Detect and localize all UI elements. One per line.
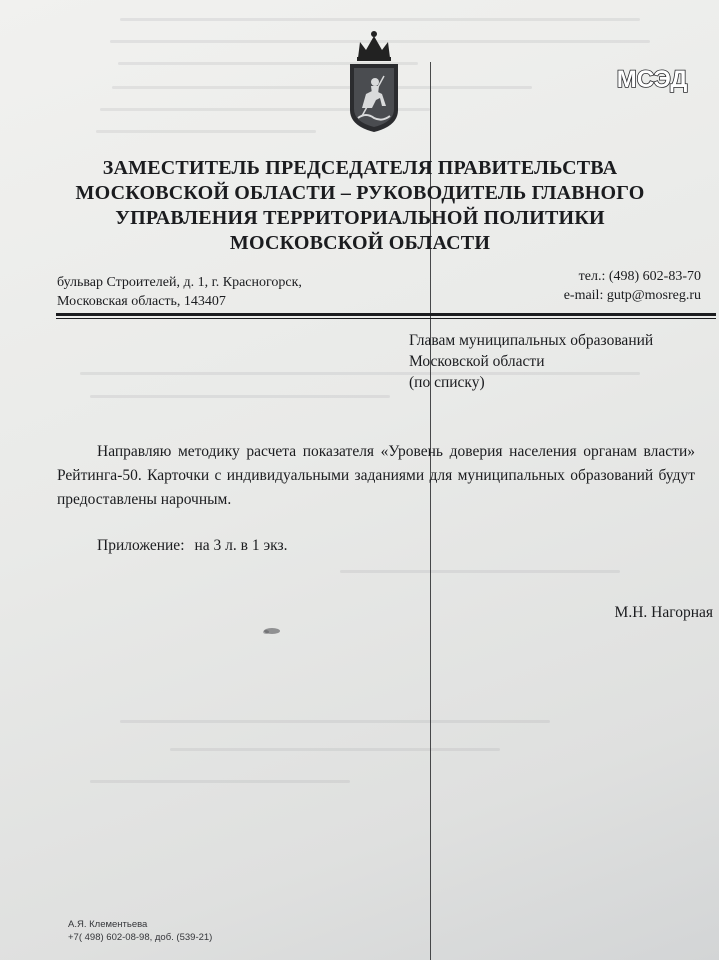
executor-info [68,918,212,944]
signatory-name: М.Н. Нагорная [614,604,713,621]
address-line: бульвар Строителей, д. 1, г. Красногорск, [57,275,302,290]
show-through-line [96,130,316,133]
attachment-note [97,537,287,555]
show-through-line [120,720,550,723]
phone-number: тел.: (498) 602-83-70 [578,269,701,284]
show-through-line [340,570,620,573]
email-address: e-mail: gutp@mosreg.ru [563,288,701,303]
letter-body-paragraph: Направляю методику расчета показателя «Уровень доверия населения органам власти» Рейтинга-50. Карточки с индивидуальными заданиями для муниципальных образований будут предоставлены нарочным. [57,443,695,508]
attachment-value: на 3 л. в 1 экз. [194,537,288,554]
show-through-line [90,395,390,398]
sender-address [57,273,302,311]
header-divider-thick [56,313,716,316]
mced-stamp-label: МСЭД [616,66,688,93]
attachment-label: Приложение: [97,537,185,554]
show-through-line [112,86,532,89]
heading-line: ЗАМЕСТИТЕЛЬ ПРЕДСЕДАТЕЛЯ ПРАВИТЕЛЬСТВА [102,157,618,179]
show-through-line [120,18,640,21]
heading-line: МОСКОВСКОЙ ОБЛАСТИ – РУКОВОДИТЕЛЬ ГЛАВНОГО [75,182,645,204]
executor-name: А.Я. Клементьева [68,919,148,930]
show-through-line [90,780,350,783]
address-line: Московская область, 143407 [57,294,226,309]
show-through-line [170,748,500,751]
recipient-line: Московской области [409,353,545,370]
recipient-line: (по списку) [409,374,485,391]
ink-smudge [260,626,284,636]
executor-phone: +7( 498) 602-08-98, доб. (539-21) [68,932,213,943]
recipient-line: Главам муниципальных образований [409,332,654,349]
heading-line: УПРАВЛЕНИЯ ТЕРРИТОРИАЛЬНОЙ ПОЛИТИКИ [115,207,605,229]
document-heading [40,156,680,256]
header-divider-thin [56,318,716,319]
heading-line: МОСКОВСКОЙ ОБЛАСТИ [229,232,491,254]
recipient-block [409,330,653,393]
mced-stamp-icon [612,62,692,94]
coat-of-arms-emblem [344,28,404,138]
sender-contacts [564,267,701,305]
